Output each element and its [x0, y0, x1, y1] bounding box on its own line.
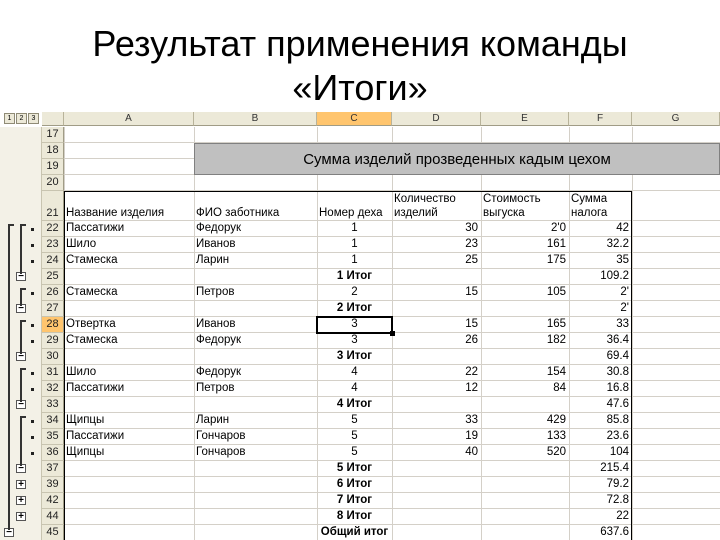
shop-number-cell[interactable]: 3: [351, 334, 358, 346]
quantity-cell[interactable]: 26: [465, 334, 478, 346]
outline-group-bracket: [20, 320, 26, 354]
product-name-cell[interactable]: Пассатижи: [66, 382, 125, 394]
collapse-group-button[interactable]: −: [16, 464, 26, 473]
worker-name-cell[interactable]: Петров: [196, 286, 235, 298]
tax-cell[interactable]: 79.2: [606, 478, 629, 490]
header-worker-name: ФИО заботника: [196, 207, 280, 219]
collapse-group-button[interactable]: −: [16, 272, 26, 281]
collapse-group-button[interactable]: −: [4, 528, 14, 537]
tax-cell[interactable]: 16.8: [606, 382, 629, 394]
header-shop-number: Номер деха: [319, 207, 383, 219]
row-header-25[interactable]: 25: [42, 269, 64, 285]
product-name-cell[interactable]: Стамеска: [66, 254, 118, 266]
shop-number-cell[interactable]: 4: [351, 382, 358, 394]
shop-number-cell[interactable]: 5: [351, 430, 358, 442]
cost-cell[interactable]: 105: [546, 286, 566, 298]
row-header-22[interactable]: 22: [42, 221, 64, 237]
collapse-group-button[interactable]: −: [16, 304, 26, 313]
row-header-42[interactable]: 42: [42, 493, 64, 509]
cost-cell[interactable]: 133: [546, 430, 566, 442]
outline-detail-dot: [31, 388, 34, 391]
selected-cell[interactable]: [316, 316, 393, 334]
cost-cell[interactable]: 154: [546, 366, 566, 378]
row-header-36[interactable]: 36: [42, 445, 64, 461]
cell-grid: [64, 127, 720, 540]
outline-group-bracket: [20, 224, 26, 274]
row-header-34[interactable]: 34: [42, 413, 64, 429]
worker-name-cell[interactable]: Федорук: [196, 334, 242, 346]
slide-title-line2: «Итоги»: [292, 67, 428, 108]
tax-cell[interactable]: 109.2: [600, 270, 629, 282]
shop-number-cell[interactable]: 1 Итог: [336, 270, 373, 282]
quantity-cell[interactable]: 33: [465, 414, 478, 426]
quantity-cell[interactable]: 23: [465, 238, 478, 250]
row-header-30[interactable]: 30: [42, 349, 64, 365]
shop-number-cell[interactable]: 4: [351, 366, 358, 378]
shop-number-cell[interactable]: 5: [351, 446, 358, 458]
outline-detail-dot: [31, 340, 34, 343]
outline-level-2-button[interactable]: 2: [16, 113, 27, 124]
outline-gutter: [0, 127, 42, 540]
row-header-29[interactable]: 29: [42, 333, 64, 349]
quantity-cell[interactable]: 19: [465, 430, 478, 442]
worker-name-cell[interactable]: Федорук: [196, 222, 242, 234]
tax-cell[interactable]: 35: [616, 254, 629, 266]
shop-number-cell[interactable]: 8 Итог: [336, 510, 373, 522]
shop-number-cell[interactable]: 2 Итог: [336, 302, 373, 314]
shop-number-cell[interactable]: 4 Итог: [336, 398, 373, 410]
worker-name-cell[interactable]: Гончаров: [196, 430, 246, 442]
product-name-cell[interactable]: Стамеска: [66, 286, 118, 298]
outline-detail-dot: [31, 452, 34, 455]
product-name-cell[interactable]: Пассатижи: [66, 222, 125, 234]
shop-number-cell[interactable]: 3 Итог: [336, 350, 373, 362]
column-header-e[interactable]: E: [481, 112, 569, 126]
outline-level-3-button[interactable]: 3: [28, 113, 39, 124]
quantity-cell[interactable]: 22: [465, 366, 478, 378]
outline-group-bracket: [20, 288, 26, 306]
tax-cell[interactable]: 85.8: [606, 414, 629, 426]
row-header-31[interactable]: 31: [42, 365, 64, 381]
worker-name-cell[interactable]: Федорук: [196, 366, 242, 378]
outline-outer-bracket: [8, 224, 14, 530]
collapse-group-button[interactable]: −: [16, 352, 26, 361]
slide-title: [0, 22, 720, 110]
row-header-21[interactable]: 21: [42, 191, 64, 221]
row-header-35[interactable]: 35: [42, 429, 64, 445]
tax-cell[interactable]: 42: [616, 222, 629, 234]
tax-cell[interactable]: 22: [616, 510, 629, 522]
outline-detail-dot: [31, 436, 34, 439]
product-name-cell[interactable]: Стамеска: [66, 334, 118, 346]
worker-name-cell[interactable]: Иванов: [196, 318, 236, 330]
tax-cell[interactable]: 2': [620, 302, 629, 314]
row-header-20[interactable]: 20: [42, 175, 64, 191]
tax-cell[interactable]: 47.6: [606, 398, 629, 410]
tax-cell[interactable]: 36.4: [606, 334, 629, 346]
shop-number-cell[interactable]: 6 Итог: [336, 478, 373, 490]
row-header-33[interactable]: 33: [42, 397, 64, 413]
fill-handle[interactable]: [390, 331, 395, 336]
tax-cell[interactable]: 69.4: [606, 350, 629, 362]
tax-cell[interactable]: 33: [616, 318, 629, 330]
tax-cell[interactable]: 32.2: [606, 238, 629, 250]
product-name-cell[interactable]: Щипцы: [66, 446, 105, 458]
expand-group-button[interactable]: +: [16, 480, 26, 489]
worker-name-cell[interactable]: Иванов: [196, 238, 236, 250]
column-header-a[interactable]: A: [64, 112, 194, 126]
quantity-cell[interactable]: 15: [465, 318, 478, 330]
grid-column-line: [632, 127, 633, 540]
outline-detail-dot: [31, 372, 34, 375]
slide-title-line1: Результат применения команды: [92, 23, 628, 64]
select-all-corner[interactable]: [42, 112, 64, 126]
row-header-26[interactable]: 26: [42, 285, 64, 301]
spreadsheet: [0, 110, 720, 540]
worker-name-cell[interactable]: Петров: [196, 382, 235, 394]
tax-cell[interactable]: 104: [609, 446, 629, 458]
cost-cell[interactable]: 175: [546, 254, 566, 266]
collapse-group-button[interactable]: −: [16, 400, 26, 409]
product-name-cell[interactable]: Шило: [66, 366, 97, 378]
row-header-27[interactable]: 27: [42, 301, 64, 317]
tax-cell[interactable]: 2': [620, 286, 629, 298]
quantity-cell[interactable]: 25: [465, 254, 478, 266]
column-header-c[interactable]: C: [317, 112, 392, 126]
quantity-cell[interactable]: 15: [465, 286, 478, 298]
row-header-45[interactable]: 45: [42, 525, 64, 540]
column-header-f[interactable]: F: [569, 112, 632, 126]
outline-detail-dot: [31, 420, 34, 423]
outline-detail-dot: [31, 244, 34, 247]
row-header-24[interactable]: 24: [42, 253, 64, 269]
expand-group-button[interactable]: +: [16, 496, 26, 505]
column-header-b[interactable]: B: [194, 112, 317, 126]
shop-number-cell[interactable]: 7 Итог: [336, 494, 373, 506]
quantity-cell[interactable]: 30: [465, 222, 478, 234]
column-header-g[interactable]: G: [632, 112, 720, 126]
cost-cell[interactable]: 2'0: [551, 222, 566, 234]
row-header-23[interactable]: 23: [42, 237, 64, 253]
header-product-name: Название изделия: [66, 207, 165, 219]
grid-row-line: [64, 190, 720, 191]
header-cost: Стоимость: [483, 193, 541, 205]
row-header-39[interactable]: 39: [42, 477, 64, 493]
expand-group-button[interactable]: +: [16, 512, 26, 521]
worker-name-cell[interactable]: Ларин: [196, 414, 230, 426]
outline-detail-dot: [31, 292, 34, 295]
row-header-17[interactable]: 17: [42, 127, 64, 143]
shop-number-cell[interactable]: 5 Итог: [336, 462, 373, 474]
product-name-cell[interactable]: Отвертка: [66, 318, 116, 330]
header-tax: Сумма: [571, 193, 608, 205]
shop-number-cell[interactable]: 2: [351, 286, 358, 298]
shop-number-cell[interactable]: 3: [351, 318, 358, 330]
cost-cell[interactable]: 161: [546, 238, 566, 250]
product-name-cell[interactable]: Пассатижи: [66, 430, 125, 442]
outline-detail-dot: [31, 324, 34, 327]
shop-number-cell[interactable]: 1: [351, 254, 358, 266]
header-quantity-line2: изделий: [394, 207, 438, 219]
cost-cell[interactable]: 165: [546, 318, 566, 330]
shop-number-cell[interactable]: 5: [351, 414, 358, 426]
header-cost-line2: выгуска: [483, 207, 525, 219]
tax-cell[interactable]: 215.4: [600, 462, 629, 474]
cost-cell[interactable]: 429: [546, 414, 566, 426]
product-name-cell[interactable]: Щипцы: [66, 414, 105, 426]
tax-cell[interactable]: 23.6: [606, 430, 629, 442]
cost-cell[interactable]: 182: [546, 334, 566, 346]
quantity-cell[interactable]: 40: [465, 446, 478, 458]
row-header-19[interactable]: 19: [42, 159, 64, 175]
tax-cell[interactable]: 30.8: [606, 366, 629, 378]
shop-number-cell[interactable]: 1: [351, 238, 358, 250]
outline-detail-dot: [31, 260, 34, 263]
column-header-d[interactable]: D: [392, 112, 481, 126]
row-header-37[interactable]: 37: [42, 461, 64, 477]
outline-group-bracket: [20, 416, 26, 466]
banner-title: Сумма изделий прозведенных кадым цехом: [303, 151, 611, 168]
worker-name-cell[interactable]: Гончаров: [196, 446, 246, 458]
shop-number-cell[interactable]: 1: [351, 222, 358, 234]
cost-cell[interactable]: 520: [546, 446, 566, 458]
outline-group-bracket: [20, 368, 26, 402]
row-header-28[interactable]: 28: [42, 317, 64, 333]
cost-cell[interactable]: 84: [553, 382, 566, 394]
row-header-18[interactable]: 18: [42, 143, 64, 159]
worker-name-cell[interactable]: Ларин: [196, 254, 230, 266]
header-quantity: Количество: [394, 193, 456, 205]
tax-cell[interactable]: 72.8: [606, 494, 629, 506]
quantity-cell[interactable]: 12: [465, 382, 478, 394]
product-name-cell[interactable]: Шило: [66, 238, 97, 250]
header-tax-line2: налога: [571, 207, 608, 219]
tax-cell[interactable]: 637.6: [600, 526, 629, 538]
row-header-44[interactable]: 44: [42, 509, 64, 525]
outline-level-1-button[interactable]: 1: [4, 113, 15, 124]
shop-number-cell[interactable]: Общий итог: [320, 526, 389, 538]
row-header-32[interactable]: 32: [42, 381, 64, 397]
outline-detail-dot: [31, 228, 34, 231]
